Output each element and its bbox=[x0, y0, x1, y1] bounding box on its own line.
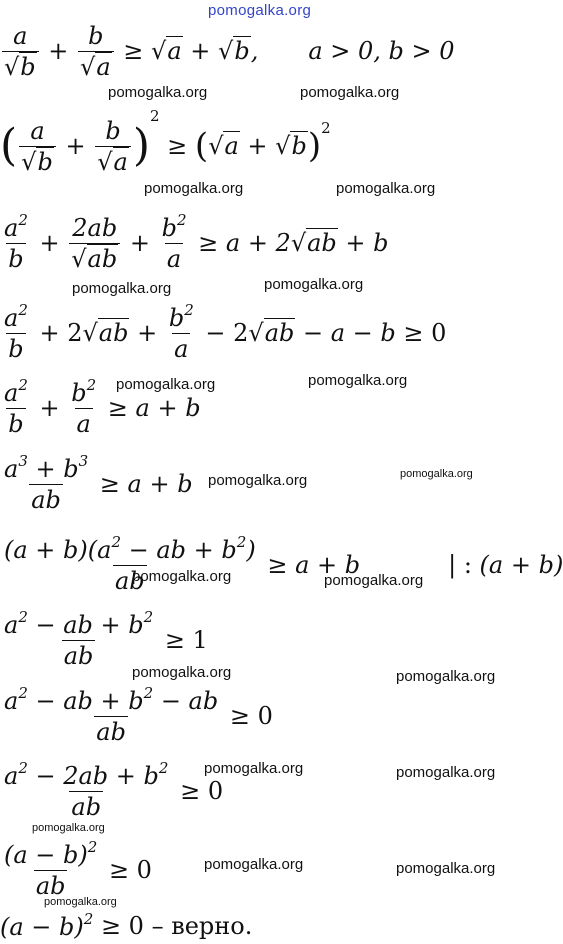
equation-line-4: $\frac{a^2}{b}$ + 2 √ ab + $\frac{b^2}{a}$ − 2 √ ab − a − b ≥ 0 bbox=[0, 300, 446, 366]
watermark: pomogalka.org bbox=[72, 280, 172, 297]
watermark: pomogalka.org bbox=[32, 822, 105, 834]
condition-text: a > 0, b > 0 bbox=[308, 37, 455, 65]
watermark: pomogalka.org bbox=[396, 860, 496, 877]
equation-line-11: $\frac{(a - b)^2}{ab}$ ≥ 0 bbox=[4, 838, 152, 900]
watermark: pomogalka.org bbox=[300, 84, 400, 101]
watermark: pomogalka.org bbox=[204, 760, 304, 777]
site-watermark-top: pomogalka.org bbox=[208, 2, 312, 19]
watermark: pomogalka.org bbox=[400, 468, 473, 480]
equation-line-7: $\frac{(a + b)(a^2 - ab + b^2)}{ab}$ ≥ a + b | : (a + b) bbox=[4, 533, 563, 595]
equation-line-10: $\frac{a^2 - 2ab + b^2}{ab}$ ≥ 0 bbox=[4, 759, 224, 821]
watermark: pomogalka.org bbox=[204, 856, 304, 873]
watermark: pomogalka.org bbox=[264, 276, 364, 293]
equation-line-1: a √ b + b √ a ≥ √ a + √ b, a > 0, b > 0 bbox=[0, 20, 455, 82]
watermark: pomogalka.org bbox=[336, 180, 436, 197]
watermark: pomogalka.org bbox=[116, 376, 216, 393]
equation-line-2: ( a √ b + b √ a ) $^2$ ≥ ( √ a + √ b ) $^2$ bbox=[0, 102, 331, 190]
watermark: pomogalka.org bbox=[308, 372, 408, 389]
watermark: pomogalka.org bbox=[44, 896, 117, 908]
watermark: pomogalka.org bbox=[396, 764, 496, 781]
equation-line-8: $\frac{a^2 - ab + b^2}{ab}$ ≥ 1 bbox=[4, 608, 208, 670]
watermark: pomogalka.org bbox=[108, 84, 208, 101]
watermark: pomogalka.org bbox=[324, 572, 424, 589]
watermark: pomogalka.org bbox=[144, 180, 244, 197]
equation-line-6: $\frac{a^3 + b^3}{ab}$ ≥ a + b bbox=[4, 452, 193, 514]
equation-line-3: $\frac{a^2}{b}$ + 2ab √ ab + $\frac{b^2}{a}$ ≥ a + 2√ ab + b bbox=[0, 208, 389, 278]
watermark: pomogalka.org bbox=[132, 568, 232, 585]
equation-line-9: $\frac{a^2 - ab + b^2 - ab}{ab}$ ≥ 0 bbox=[4, 684, 273, 746]
watermark: pomogalka.org bbox=[396, 668, 496, 685]
conclusion-text: – верно. bbox=[151, 912, 253, 940]
watermark: pomogalka.org bbox=[132, 664, 232, 681]
equation-line-5: $\frac{a^2}{b}$ + $\frac{b^2}{a}$ ≥ a + b bbox=[4, 376, 201, 438]
watermark: pomogalka.org bbox=[208, 472, 308, 489]
equation-line-12: $(a - b)^2$ ≥ 0 – верно. bbox=[0, 909, 253, 941]
